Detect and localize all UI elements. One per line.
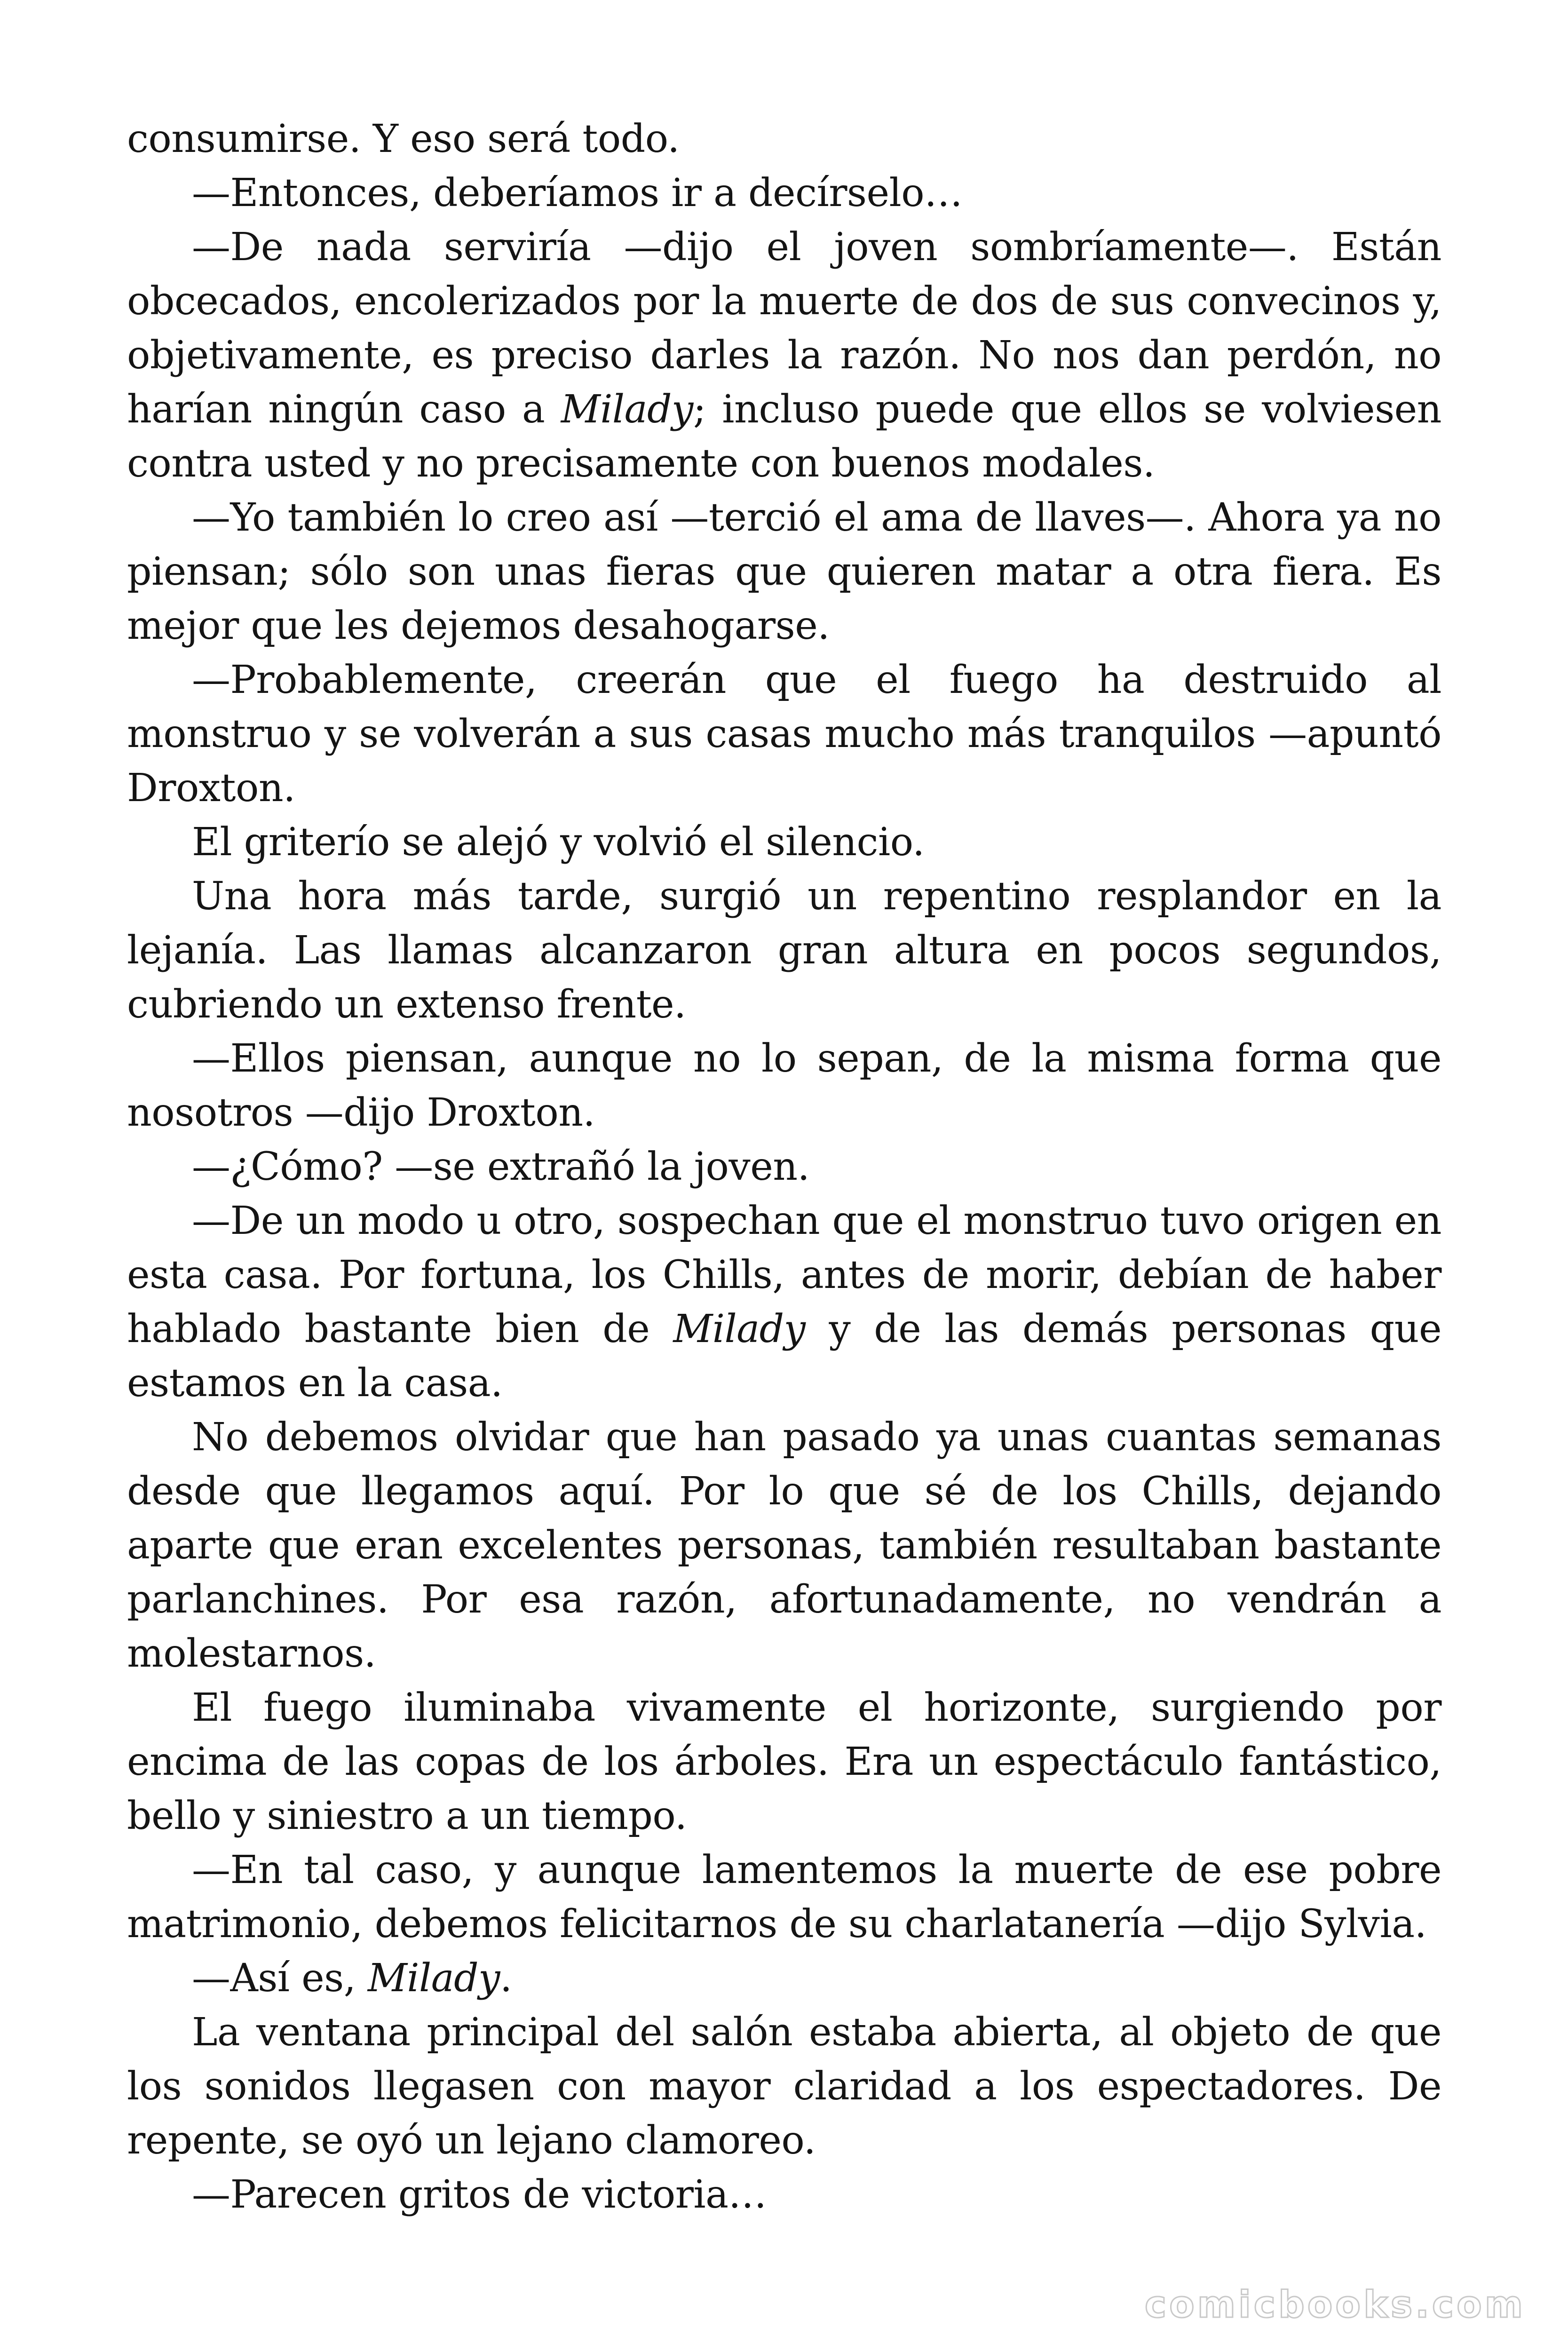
paragraph: [127, 1194, 1441, 1410]
text-run: —Yo también lo creo así —terció el ama de llaves—. Ahora ya no piensan; sólo son unas fieras que quieren matar a otra fiera. Es mejor que les dejemos desahogarse.: [127, 495, 1441, 648]
paragraph: [127, 166, 1441, 220]
paragraph: [127, 1140, 1441, 1194]
text-run: .: [499, 1956, 512, 2001]
italic-text: Milady: [673, 1307, 806, 1351]
text-run: y de las demás personas que estamos en la casa.: [127, 1307, 1442, 1406]
text-run: —Ellos piensan, aunque no lo sepan, de la misma forma que nosotros —dijo Droxton.: [127, 1036, 1441, 1135]
paragraph: [127, 869, 1441, 1032]
paragraph: [127, 1032, 1441, 1140]
paragraph: [127, 1410, 1441, 1681]
italic-text: Milady: [561, 387, 693, 432]
text-run: ; incluso puede que ellos se volviesen contra usted y no precisamente con buenos modales.: [127, 387, 1441, 486]
paragraph: [127, 112, 1441, 166]
text-run: El fuego iluminaba vivamente el horizonte, surgiendo por encima de las copas de los árboles. Era un espectáculo fantástico, bello y siniestro a un tiempo.: [127, 1685, 1441, 1838]
text-run: El griterío se alejó y volvió el silencio.: [192, 820, 925, 865]
text-run: —Probablemente, creerán que el fuego ha destruido al monstruo y se volverán a sus casas mucho más tranquilos —apuntó Droxton.: [127, 658, 1441, 810]
text-run: La ventana principal del salón estaba abierta, al objeto de que los sonidos llegasen con mayor claridad a los espectadores. De repente, se oyó un lejano clamoreo.: [127, 2010, 1441, 2163]
watermark-logo: comicbooks.com: [1144, 2284, 1526, 2326]
text-run: —De un modo u otro, sospechan que el monstruo tuvo origen en esta casa. Por fortuna, los Chills, antes de morir, debían de haber hablado bastante bien de: [127, 1199, 1441, 1351]
text-run: Una hora más tarde, surgió un repentino resplandor en la lejanía. Las llamas alcanzaron gran altura en pocos segundos, cubriendo un extenso frente.: [127, 874, 1441, 1027]
paragraph: [127, 491, 1441, 653]
italic-text: Milady: [367, 1956, 500, 2001]
book-page-text: [127, 111, 1441, 2222]
text-run: —De nada serviría —dijo el joven sombríamente—. Están obcecados, encolerizados por la muerte de dos de sus convecinos y, objetivamente, es preciso darles la razón. No nos dan perdón, no harían ningún caso a: [127, 225, 1441, 432]
paragraph: [127, 220, 1441, 491]
text-run: No debemos olvidar que han pasado ya unas cuantas semanas desde que llegamos aquí. Por lo que sé de los Chills, dejando aparte que eran excelentes personas, también resultaban bastante parlanchines. Por esa razón, afortunadamente, no vendrán a molestarnos.: [127, 1415, 1441, 1676]
paragraph: [127, 2005, 1441, 2168]
text-run: —Parecen gritos de victoria…: [192, 2172, 767, 2217]
text-run: —Entonces, deberíamos ir a decírselo…: [192, 171, 963, 215]
paragraph: [127, 653, 1441, 815]
paragraph: [127, 2168, 1441, 2222]
paragraph: [127, 1843, 1441, 1951]
paragraph: [127, 1681, 1441, 1843]
paragraph: [127, 1951, 1441, 2005]
text-run: —¿Cómo? —se extrañó la joven.: [192, 1144, 810, 1189]
text-run: consumirse. Y eso será todo.: [127, 117, 680, 161]
text-run: —Así es,: [192, 1956, 368, 2001]
paragraph: [127, 815, 1441, 869]
text-run: —En tal caso, y aunque lamentemos la muerte de ese pobre matrimonio, debemos felicitarnos de su charlatanería —dijo Sylvia.: [127, 1848, 1441, 1947]
